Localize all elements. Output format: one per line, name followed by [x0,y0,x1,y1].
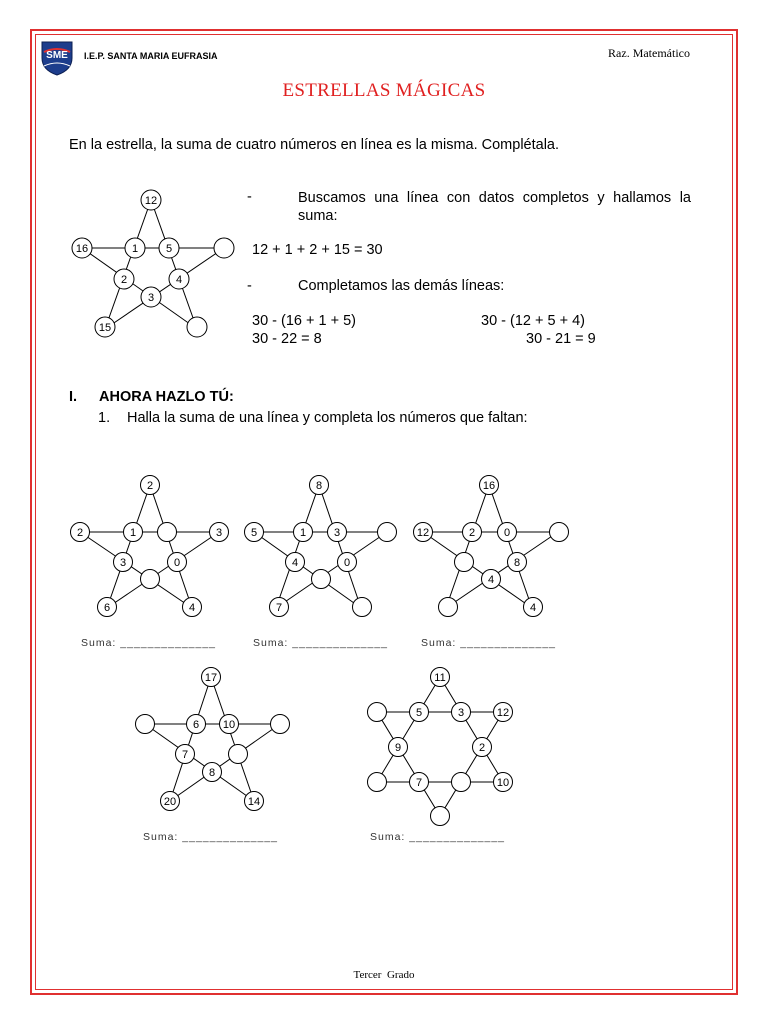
node-value: 7 [181,749,189,761]
node-value: 7 [415,777,423,789]
star-node [312,570,331,589]
node-circle [187,317,207,337]
star-node [114,553,133,572]
node-value: 1 [131,243,139,255]
node-value: 20 [163,796,177,808]
star-node [125,238,145,258]
calc-left-2: 30 - 22 = 8 [252,331,322,347]
star-node [368,703,387,722]
node-value: 6 [103,602,111,614]
star-node [203,763,222,782]
suma-blank-1: Suma: ______________ [81,637,217,649]
intro-text: En la estrella, la suma de cuatro números en línea es la misma. Complétala. [69,137,560,153]
node-circle [455,553,474,572]
star-node [494,773,513,792]
star-nodes [414,476,569,617]
star-node [328,523,347,542]
star-node [136,715,155,734]
node-value: 3 [333,527,341,539]
star-node [498,523,517,542]
star-nodes [368,668,513,826]
exercise-star-3 [405,470,571,620]
star-node [482,570,501,589]
step2-text: Completamos las demás líneas: [298,278,505,294]
node-value: 10 [496,777,510,789]
exercise-star-2 [237,470,403,620]
node-value: 15 [98,322,112,334]
star-node [141,190,161,210]
star-node [141,570,160,589]
node-value: 8 [315,480,323,492]
star-node [202,668,221,687]
node-value: 14 [247,796,261,808]
school-name: I.E.P. SANTA MARIA EUFRASIA [84,51,218,61]
node-value: 2 [468,527,476,539]
node-value: 9 [394,742,402,754]
star-node [294,523,313,542]
star-node [214,238,234,258]
step1-text: Buscamos una línea con datos completos y hallamos la suma: [298,190,691,224]
star-node [220,715,239,734]
logo-lettering: SME [46,50,68,61]
node-value: 4 [188,602,196,614]
star-node [95,317,115,337]
node-value: 3 [147,292,155,304]
star-node [210,523,229,542]
star-node [176,745,195,764]
node-value: 5 [250,527,258,539]
bullet-1: - [247,189,252,205]
star-node [159,238,179,258]
node-value: 8 [513,557,521,569]
star-node [98,598,117,617]
node-circle [550,523,569,542]
star-node [439,598,458,617]
node-circle [452,773,471,792]
task-instruction [98,410,528,426]
node-value: 7 [275,602,283,614]
star-node [431,668,450,687]
node-value: 12 [144,195,158,207]
node-value: 16 [482,480,496,492]
star-node [229,745,248,764]
node-value: 2 [478,742,486,754]
example-equation: 12 + 1 + 2 + 15 = 30 [252,242,383,258]
exercise-star-1 [68,470,234,620]
star-node [550,523,569,542]
task-number: 1. [98,410,111,426]
star-node [452,773,471,792]
node-circle [368,773,387,792]
star-node [187,715,206,734]
section-numeral: I. [69,389,78,405]
star-node [124,523,143,542]
bullet-2: - [247,278,252,294]
node-value: 0 [503,527,511,539]
suma-blank-2: Suma: ______________ [253,637,389,649]
school-logo [40,40,74,76]
star-lines [145,677,280,801]
node-value: 5 [165,243,173,255]
task-text: Halla la suma de una línea y completa los números que faltan: [127,410,528,426]
node-value: 2 [120,274,128,286]
node-value: 1 [299,527,307,539]
exercise-hexagram [360,660,520,832]
suma-blank-5: Suma: ______________ [370,831,506,843]
star-node [378,523,397,542]
star-lines [80,485,219,608]
node-value: 0 [343,557,351,569]
star-node [480,476,499,495]
node-value: 4 [175,274,183,286]
star-node [72,238,92,258]
node-value: 3 [215,527,223,539]
node-value: 5 [415,707,423,719]
star-node [455,553,474,572]
calc-left-1: 30 - (16 + 1 + 5) [252,313,356,329]
node-value: 17 [204,672,218,684]
footer-grade: Tercer Grado [353,969,415,981]
node-circle [229,745,248,764]
star-node [353,598,372,617]
node-circle [439,598,458,617]
node-value: 12 [496,707,510,719]
node-value: 3 [457,707,465,719]
node-value: 1 [129,527,137,539]
node-value: 4 [487,574,495,586]
star-node [524,598,543,617]
star-node [338,553,357,572]
node-value: 2 [76,527,84,539]
node-value: 12 [416,527,430,539]
section-heading [69,389,234,405]
star-node [310,476,329,495]
star-node [114,269,134,289]
star-node [473,738,492,757]
star-node [169,269,189,289]
node-circle [353,598,372,617]
star-node [389,738,408,757]
star-node [414,523,433,542]
node-value: 8 [208,767,216,779]
suma-blank-4: Suma: ______________ [143,831,279,843]
page-title: ESTRELLAS MÁGICAS [282,80,486,101]
calc-right-1: 30 - (12 + 5 + 4) [481,313,585,329]
node-circle [431,807,450,826]
subject-label: Raz. Matemático [608,46,690,60]
star-nodes [71,476,229,617]
star-nodes [136,668,290,811]
star-node [270,598,289,617]
node-value: 6 [192,719,200,731]
star-node [141,287,161,307]
node-circle [141,570,160,589]
star-node [431,807,450,826]
node-circle [378,523,397,542]
node-value: 10 [222,719,236,731]
star-nodes [72,190,234,337]
star-node [183,598,202,617]
node-value: 4 [529,602,537,614]
node-value: 11 [434,672,446,684]
star-node [245,523,264,542]
star-lines [254,485,387,608]
node-circle [214,238,234,258]
star-node [168,553,187,572]
node-circle [368,703,387,722]
node-value: 16 [75,243,89,255]
node-value: 0 [173,557,181,569]
star-node [245,792,264,811]
star-node [508,553,527,572]
star-lines [82,200,224,329]
example-star [62,185,248,345]
star-node [71,523,90,542]
star-node [161,792,180,811]
star-node [452,703,471,722]
section-title: AHORA HAZLO TÚ: [99,389,234,405]
star-node [271,715,290,734]
star-node [286,553,305,572]
node-value: 3 [119,557,127,569]
node-circle [158,523,177,542]
star-node [410,773,429,792]
star-node [463,523,482,542]
star-node [494,703,513,722]
node-value: 4 [291,557,299,569]
node-circle [136,715,155,734]
exercise-star-4 [128,662,294,814]
star-node [368,773,387,792]
star-node [410,703,429,722]
node-value: 2 [146,480,154,492]
star-node [158,523,177,542]
star-lines [423,485,558,608]
star-nodes [245,476,397,617]
calc-right-2: 30 - 21 = 9 [526,331,596,347]
star-node [187,317,207,337]
star-node [141,476,160,495]
node-circle [312,570,331,589]
node-circle [271,715,290,734]
suma-blank-3: Suma: ______________ [421,637,557,649]
